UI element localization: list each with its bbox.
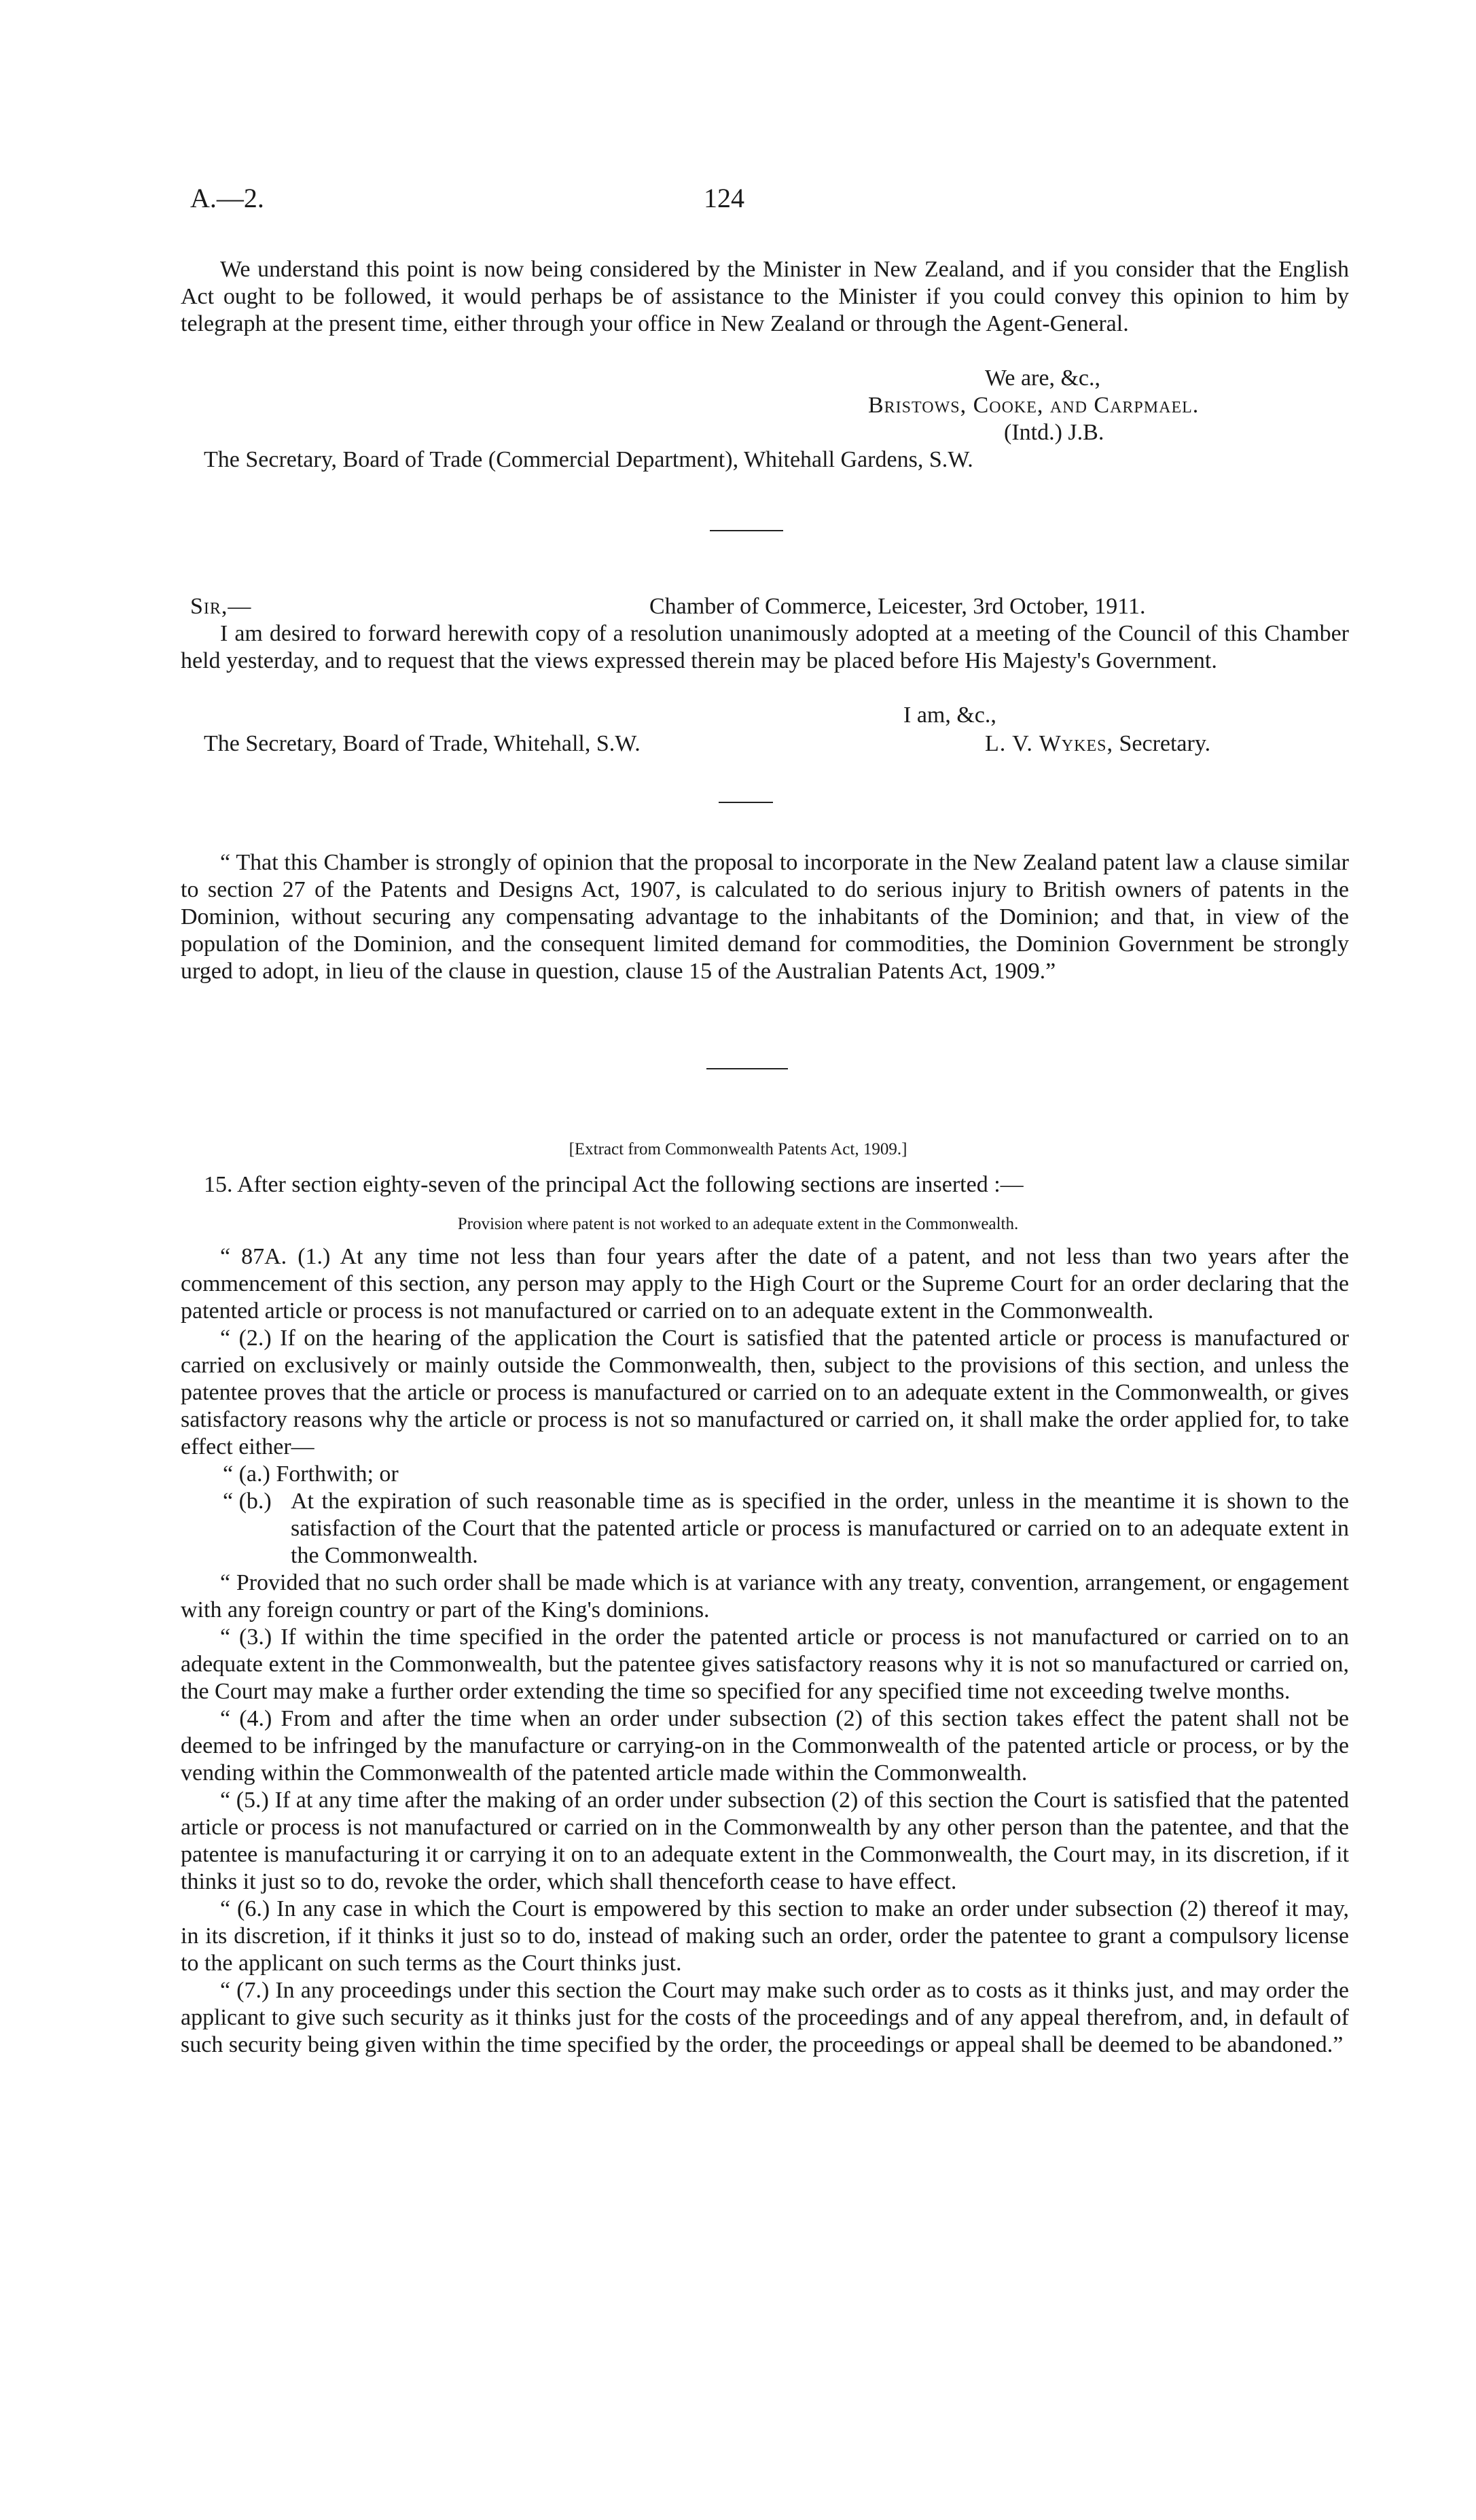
letter-1-closing: We are, &c., (985, 366, 1100, 391)
extract-heading: [Extract from Commonwealth Patents Act, 1909.] (569, 1140, 907, 1158)
paragraph-a-text: “ (a.) Forthwith; or (223, 1461, 399, 1487)
page-number: 124 (704, 183, 744, 213)
signature-title: Secretary. (1119, 731, 1211, 756)
extract-body (181, 1243, 1349, 2059)
extract-subheading: Provision where patent is not worked to an adequate extent in the Commonwealth. (457, 1215, 1019, 1233)
letter-2-signature (985, 730, 1210, 758)
signature-name: L. V. Wykes, (985, 731, 1113, 756)
letter-1 (181, 256, 1349, 338)
letter-1-addressee: The Secretary, Board of Trade (Commercial Department), Whitehall Gardens, S.W. (204, 447, 973, 472)
document-reference: A.—2. (190, 183, 264, 213)
section-divider (719, 802, 773, 803)
letter-2-place-date: Chamber of Commerce, Leicester, 3rd October, 1911. (649, 594, 1146, 619)
letter-2-body: I am desired to forward herewith copy of a resolution unanimously adopted at a meeting of the Council of this Chamber held yesterday, and to request that the views expressed therein may be placed before His Majesty's Government. (181, 621, 1349, 673)
letter-2-addressee: The Secretary, Board of Trade, Whitehall, S.W. (204, 731, 641, 756)
letter-1-body: We understand this point is now being considered by the Minister in New Zealand, and if you consider that the English Act ought to be followed, it would perhaps be of assistance to the Minister if you could convey this opinion to him by telegraph at the present time, either through your office in New Zealand or through the Agent-General. (181, 257, 1349, 336)
subsection-3: “ (3.) If within the time specified in the order the patented article or process is not manufactured or carried on to an adequate extent in the Commonwealth, but the patentee gives satisfactory reasons why it is not so manufactured or carried on, the Court may make a further order extending the time so specified for any specified time not exceeding twelve months. (181, 1625, 1349, 1704)
section-divider (706, 1068, 788, 1069)
letter-2 (181, 620, 1349, 675)
subsection-4: “ (4.) From and after the time when an order under subsection (2) of this section takes effect the patent shall not be deemed to be infringed by the manufacture or carrying-on in the Commonwealth of the patented article or process, or by the vending within the Commonwealth of the patented article made within the Commonwealth. (181, 1706, 1349, 1786)
subsection-7: “ (7.) In any proceedings under this section the Court may make such order as to costs as it thinks just, and may order the applicant to give such security as it thinks just for the costs of the proceedings and of any appeal therefrom, and, in default of such security being given within the time specified by the order, the proceedings or appeal shall be deemed to be abandoned.” (181, 1978, 1349, 2057)
letter-1-signature: Bristows, Cooke, and Carpmael. (868, 393, 1200, 418)
letter-2-closing: I am, &c., (903, 703, 996, 728)
proviso: “ Provided that no such order shall be made which is at variance with any treaty, convention, arrangement, or engagement with any foreign country or part of the King's dominions. (181, 1570, 1349, 1622)
subsection-1: “ 87A. (1.) At any time not less than four years after the date of a patent, and not less than two years after the commencement of this section, any person may apply to the High Court or the Supreme Court for an order declaring that the patented article or process is not manufactured or carried on to an adequate extent in the Commonwealth. (181, 1244, 1349, 1324)
paragraph-b-text: At the expiration of such reasonable time as is specified in the order, unless in the meantime it is shown to the satisfaction of the Court that the patented article or process is manufactured or carried on to an adequate extent in the Commonwealth. (291, 1489, 1349, 1568)
paragraph-b-label: “ (b.) (223, 1489, 272, 1514)
resolution-text: “ That this Chamber is strongly of opinion that the proposal to incorporate in the New Zealand patent law a clause similar to section 27 of the Patents and Designs Act, 1907, is calculated to do serious injury to British owners of patents in the Dominion, without securing any compensating advantage to the inhabitants of the Dominion; and that, in view of the population of the Dominion, and the consequent limited demand for commodities, the Dominion Government be strongly urged to adopt, in lieu of the clause in question, clause 15 of the Australian Patents Act, 1909.” (181, 850, 1349, 984)
subsection-2: “ (2.) If on the hearing of the application the Court is satisfied that the patented article or process is manufactured or carried on exclusively or mainly outside the Commonwealth, then, subject to the provisions of this section, and unless the patentee proves that the article or process is manufactured or carried on to an adequate extent in the Commonwealth, or gives satisfactory reasons why the article or process is not so manufactured or carried on, it shall make the order applied for, to take effect either— (181, 1326, 1349, 1459)
letter-2-salutation: Sir,— (190, 594, 252, 619)
subsection-6: “ (6.) In any case in which the Court is empowered by this section to make an order under subsection (2) thereof it may, in its discretion, if it thinks it just so to do, instead of making such an order, order the patentee to grant a compulsory license to the applicant on such terms as the Court thinks just. (181, 1896, 1349, 1976)
paragraph-b (181, 1488, 1349, 1569)
resolution (181, 849, 1349, 985)
letter-1-initials: (Intd.) J.B. (1004, 420, 1104, 445)
paragraph-a (181, 1461, 1349, 1488)
subsection-5: “ (5.) If at any time after the making of an order under subsection (2) of this section the Court is satisfied that the patented article or process is not manufactured or carried on in the Commonwealth by any other person than the patentee, and that the patentee is manufacturing it or carrying it on to an adequate extent in the Commonwealth, the Court may, in its discretion, if it thinks it just so to do, revoke the order, which shall thenceforth cease to have effect. (181, 1788, 1349, 1894)
extract-intro: 15. After section eighty-seven of the principal Act the following sections are inserted :— (204, 1172, 1024, 1197)
section-divider (710, 530, 783, 531)
